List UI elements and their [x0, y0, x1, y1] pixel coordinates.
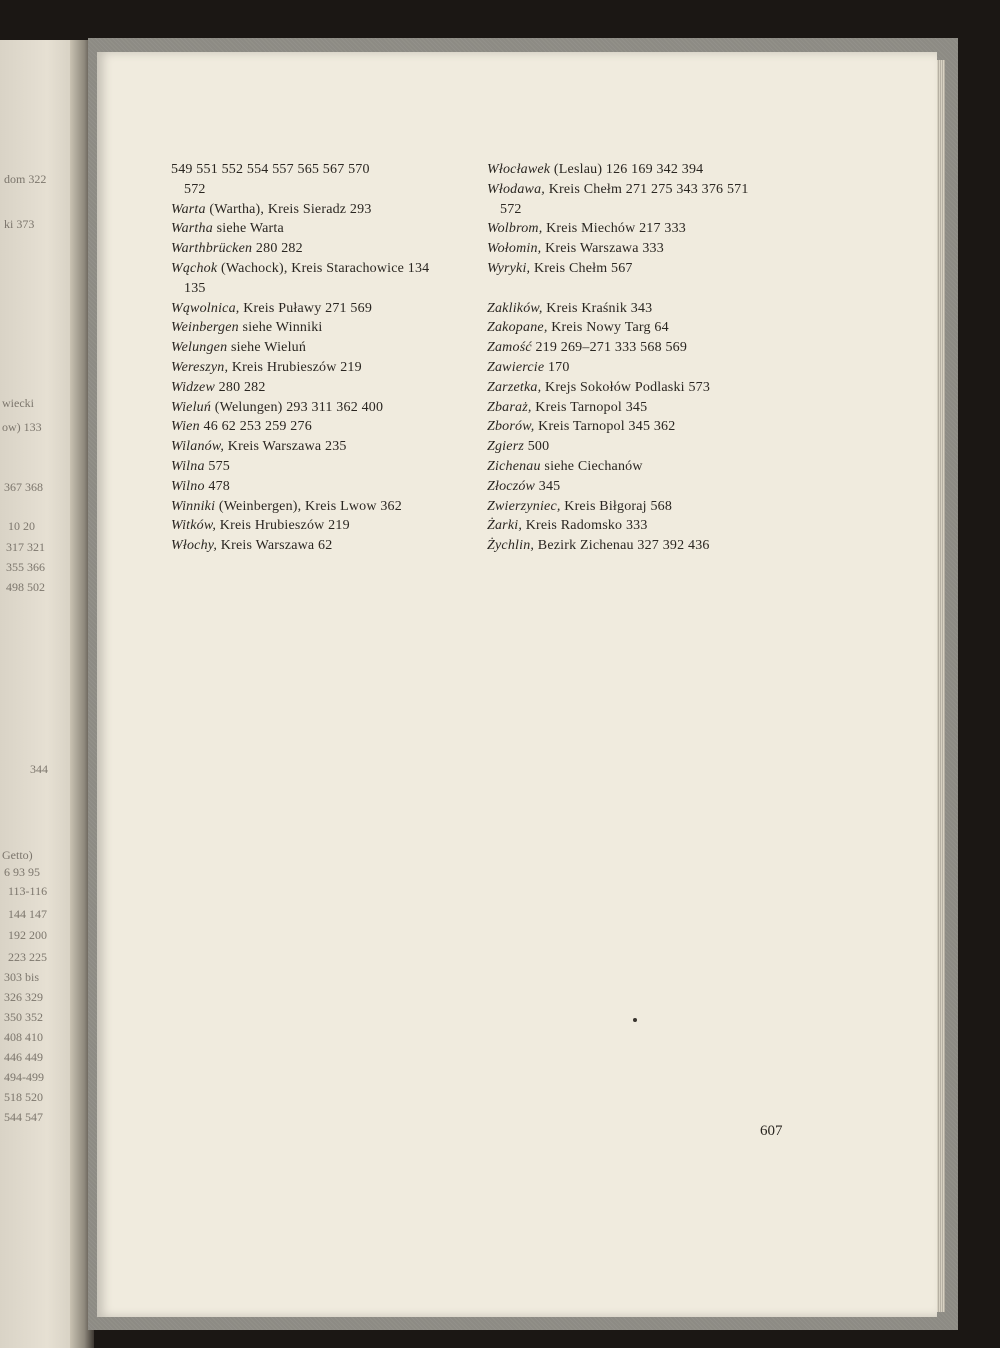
index-column-right — [487, 160, 787, 556]
index-references: 219 269–271 333 568 569 — [531, 340, 688, 356]
index-entry — [487, 378, 787, 398]
index-term: Wien — [171, 419, 200, 435]
left-page-fragment: 10 20 — [8, 519, 35, 533]
left-page-fragment: 446 449 — [4, 1050, 43, 1064]
index-entry — [487, 200, 787, 220]
index-term: Włodawa, — [487, 181, 545, 197]
index-references: 572 — [500, 201, 522, 217]
index-references: 572 — [184, 181, 206, 197]
index-references: 280 282 — [252, 241, 303, 257]
index-entry — [171, 398, 471, 418]
index-term: Weinbergen — [171, 320, 239, 336]
index-entry — [487, 259, 787, 279]
index-term: Zaklików, — [487, 300, 543, 316]
index-references: siehe Winniki — [238, 320, 323, 336]
index-term: Warta — [171, 201, 206, 217]
index-term: Winniki — [171, 498, 216, 514]
index-term: Wereszyn, — [171, 359, 229, 375]
index-term: Warthbrücken — [171, 241, 253, 257]
page-edges — [937, 60, 945, 1312]
index-term: Włocławek — [487, 162, 551, 177]
index-references: Kreis Hrubieszów 219 — [228, 359, 362, 375]
index-entry — [171, 318, 471, 338]
index-entry — [487, 477, 787, 497]
index-references: siehe Warta — [212, 221, 284, 237]
print-speck — [633, 1018, 637, 1022]
left-page-fragment: 223 225 — [8, 950, 47, 964]
left-page-fragment: 355 366 — [6, 560, 45, 574]
index-references: Kreis Tarnopol 345 — [531, 399, 648, 415]
left-page-fragment: 344 — [30, 762, 48, 776]
index-references: 345 — [535, 478, 561, 494]
left-page-fragment: ow) 133 — [2, 420, 42, 434]
index-references: Kreis Miechów 217 333 — [542, 221, 687, 237]
left-page-fragment: 498 502 — [6, 580, 45, 594]
left-page-fragment: 113-116 — [8, 884, 48, 898]
index-term: Wołomin, — [487, 241, 542, 257]
index-references: (Wachock), Kreis Starachowice 134 — [217, 260, 430, 276]
index-references: Bezirk Zichenau 327 392 436 — [534, 538, 710, 554]
index-entry — [487, 417, 787, 437]
left-page-fragment: 317 321 — [6, 540, 45, 554]
index-entry — [487, 516, 787, 536]
index-entry — [171, 497, 471, 517]
index-entry — [487, 279, 787, 299]
left-page-fragment: 367 368 — [4, 480, 43, 494]
index-term: Welungen — [171, 340, 228, 356]
left-page-fragment: 544 547 — [4, 1110, 43, 1124]
index-entry — [487, 536, 787, 556]
index-entry — [171, 239, 471, 259]
index-term: Wilno — [171, 478, 205, 494]
index-term: Widzew — [171, 379, 215, 395]
index-entry — [171, 457, 471, 477]
index-term: Zwierzyniec, — [487, 498, 561, 514]
index-references: 170 — [544, 359, 570, 375]
index-references: (Wartha), Kreis Sieradz 293 — [205, 201, 372, 217]
left-page-fragment: 518 520 — [4, 1090, 43, 1104]
index-references: Kreis Hrubieszów 219 — [216, 518, 350, 534]
index-term: Wyryki, — [487, 260, 531, 276]
index-entry — [487, 358, 787, 378]
index-entry — [171, 417, 471, 437]
index-term: Zgierz — [487, 439, 524, 455]
index-entry — [171, 536, 471, 556]
index-term: Wolbrom, — [487, 221, 543, 237]
index-entry — [487, 338, 787, 358]
left-page-fragment: ki 373 — [4, 217, 35, 231]
index-column-left — [171, 160, 471, 556]
index-references: 280 282 — [214, 379, 266, 395]
index-term: Wilna — [171, 458, 205, 474]
index-entry — [171, 180, 471, 200]
index-entry — [171, 338, 471, 358]
index-term: Zbaraż, — [487, 399, 532, 415]
index-references: 46 62 253 259 276 — [199, 419, 312, 435]
index-references: 135 — [184, 280, 206, 296]
index-entry — [171, 160, 471, 180]
left-page-fragment: 494-499 — [4, 1070, 44, 1084]
index-entry — [171, 437, 471, 457]
index-term: Żarki, — [487, 518, 523, 534]
index-term: Wilanów, — [171, 439, 225, 455]
index-references: Kreis Warszawa 333 — [541, 241, 664, 257]
index-entry — [487, 180, 787, 200]
index-references: Kreis Nowy Targ 64 — [547, 320, 669, 336]
index-references: 575 — [204, 458, 230, 474]
index-entry — [487, 239, 787, 259]
index-entry — [171, 477, 471, 497]
index-entry — [171, 358, 471, 378]
left-page-fragment: wiecki — [2, 396, 34, 410]
index-term: Żychlin, — [487, 538, 535, 554]
index-entry — [487, 437, 787, 457]
index-term: Wartha — [171, 221, 213, 237]
index-references: siehe Ciechanów — [540, 458, 643, 474]
index-references: 549 551 552 554 557 565 567 570 — [171, 162, 370, 177]
index-term: Zawiercie — [487, 359, 545, 375]
index-entry — [487, 398, 787, 418]
index-entry — [171, 200, 471, 220]
index-entry — [171, 516, 471, 536]
left-page-fragment: 350 352 — [4, 1010, 43, 1024]
index-references: Kreis Warszawa 235 — [224, 439, 347, 455]
index-references: Kreis Chełm 271 275 343 376 571 — [545, 181, 749, 197]
index-references: (Welungen) 293 311 362 400 — [211, 399, 384, 415]
left-page-fragment: 192 200 — [8, 928, 47, 942]
index-term: Zichenau — [487, 458, 541, 474]
index-references: (Leslau) 126 169 342 394 — [550, 162, 704, 177]
index-references: 500 — [524, 439, 550, 455]
index-references: Kreis Tarnopol 345 362 — [534, 419, 676, 435]
left-page-fragment: 6 93 95 — [4, 865, 40, 879]
index-entry — [487, 299, 787, 319]
index-term: Witków, — [171, 518, 217, 534]
index-entry — [171, 279, 471, 299]
index-references: (Weinbergen), Kreis Lwow 362 — [215, 498, 402, 514]
index-term: Zakopane, — [487, 320, 548, 336]
index-entry — [171, 378, 471, 398]
index-entry — [487, 457, 787, 477]
index-entry — [171, 219, 471, 239]
left-page-fragment: 144 147 — [8, 907, 47, 921]
index-references: siehe Wieluń — [227, 340, 307, 356]
index-references: 478 — [204, 478, 230, 494]
left-page-fragment: 326 329 — [4, 990, 43, 1004]
index-term: Złoczów — [487, 478, 536, 494]
index-term: Włochy, — [171, 538, 218, 554]
index-entry — [487, 318, 787, 338]
index-references: Kreis Kraśnik 343 — [542, 300, 653, 316]
index-references: Kreis Chełm 567 — [530, 260, 633, 276]
page-number: 607 — [760, 1123, 783, 1139]
index-term: Zborów, — [487, 419, 535, 435]
index-entry — [171, 299, 471, 319]
index-term: Wąchok — [171, 260, 218, 276]
index-term: Zamość — [487, 340, 532, 356]
index-term: Zarzetka, — [487, 379, 542, 395]
left-page-fragment: 303 bis — [4, 970, 40, 984]
index-references: Kreis Biłgoraj 568 — [560, 498, 673, 514]
left-page-fragment: 408 410 — [4, 1030, 43, 1044]
index-references: Kreis Warszawa 62 — [217, 538, 333, 554]
index-references: Kreis Puławy 271 569 — [239, 300, 373, 316]
index-term: Wąwolnica, — [171, 300, 240, 316]
left-page-fragment: dom 322 — [4, 172, 47, 186]
index-term: Wieluń — [171, 399, 212, 415]
index-references: Krejs Sokołów Podlaski 573 — [541, 379, 711, 395]
index-references: Kreis Radomsko 333 — [522, 518, 648, 534]
index-entry — [487, 160, 787, 180]
index-entry — [487, 219, 787, 239]
index-entry — [171, 259, 471, 279]
left-page-fragment: Getto) — [2, 848, 33, 862]
index-entry — [487, 497, 787, 517]
